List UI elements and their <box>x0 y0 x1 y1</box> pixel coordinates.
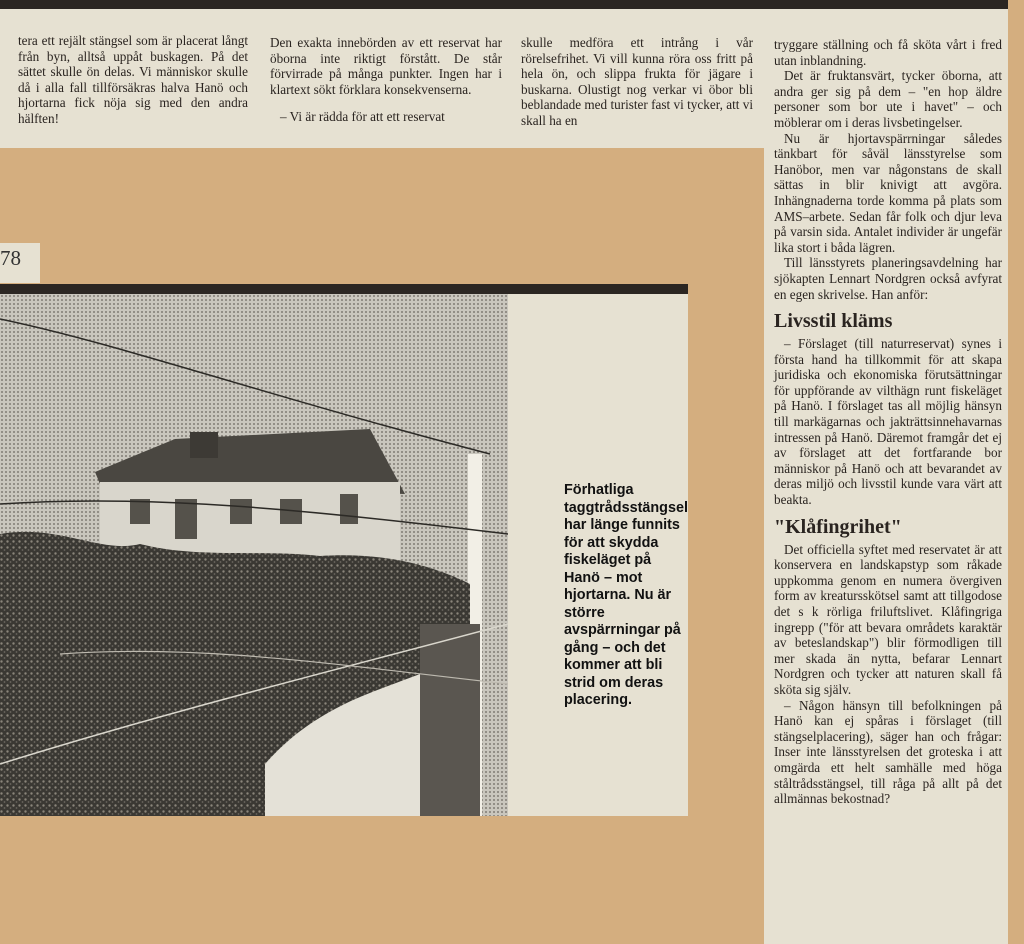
subheading-klafingrihet: "Klåfingrihet" <box>774 515 902 538</box>
page-number: 78 <box>0 246 21 270</box>
subheading-livsstil: Livsstil kläms <box>774 310 893 333</box>
column-3-text: skulle medföra ett intrång i vår rörelsefrihet. Vi vill kunna röra oss fritt på hela ön, och slippa frukta för jägare i buskarna. Olustigt nog verkar vi öbor bli beblandade med turister fast vi tycker, att vi skall ha en <box>521 35 753 128</box>
right-paragraph-6: Det officiella syftet med reservatet är att konservera en landskapstyp som råkade uppkomma genom en numera övergiven form av kreatursskötsel samt att tillgodose det s k rörliga friluftslivet. Klåfingriga ingrepp ("för att bevara områdets karaktär av beteslandskap") blir förmodligen till mer skada än nytta, befarar Lennart Nordgren och tycker att naturen skall få sköta sig själv. <box>774 541 1002 697</box>
article-column-1 <box>18 33 248 127</box>
right-paragraph-5: – Förslaget (till naturreservat) synes i första hand ha tillkommit för att skapa juridiska och ekonomiska förutsättningar för uppförande av vilthägn runt fiskeläget på Hanö. I förslaget tas all möjlig hänsyn till markägarnas och jakträttsinnehavarnas intressen på Hanö. Däremot framgår det ej av förslaget att det fortfarande bor människor på Hanö och att bevarandet av deras miljö och livsstil kunde vara värt att beakta. <box>774 336 1002 508</box>
right-paragraph-3: Nu är hjortavspärrningar således tänkbart för såväl länsstyrelse som Hanöbor, men var någonstans de skall sättas in blir knivigt att avgöra. Inhängnaderna torde komma på plats som AMS–arbete. Sedan får folk och djur leva på varsin sida. Antalet individer är ungefär lika stort i båda lägren. <box>774 130 1002 255</box>
photo-clipping <box>0 284 688 816</box>
page-number-clipping <box>0 243 40 283</box>
column-2-paragraph-1: Den exakta innebörden av ett reservat har öborna inte riktigt förstått. De står förvirrade på många punkter. Ingen har i klartext sökt förklara konsekvenserna. <box>270 35 502 97</box>
column-2-paragraph-2: – Vi är rädda för att ett reservat <box>280 109 445 125</box>
article-column-2 <box>270 35 502 125</box>
house-barbed-wire-photo <box>0 294 508 816</box>
right-paragraph-7: – Någon hänsyn till befolkningen på Hanö kan ej spåras i förslaget (till stängselplacering), säger han och frågar: Inser inte länsstyrelsen det groteska i att omgärda ett helt samhälle med höga ståltrådsstängsel, till råga på allt på det allmännas bekostnad? <box>774 697 1002 807</box>
article-column-4 <box>774 37 1002 807</box>
right-paragraph-4: Till länsstyrets planeringsavdelning har sjökapten Lennart Nordgren också avfyrat en egen skrivelse. Han anför: <box>774 255 1002 302</box>
photo-caption: Förhatliga taggtrådsstängsel har länge funnits för att skydda fiskeläget på Hanö – mot hjortarna. Nu är större avspärrningar på gång – och det kommer att bli strid om deras placering. <box>564 482 688 708</box>
right-paragraph-2: Det är fruktansvärt, tycker öborna, att andra ger sig på dem – "en hop äldre personer som bor ute i havet" – och möblerar om i deras livsbetingelser. <box>774 68 1002 130</box>
top-article-clipping <box>0 0 764 148</box>
right-paragraph-1: tryggare ställning och få sköta vårt i fred utan inblandning. <box>774 37 1002 68</box>
article-column-3 <box>521 35 753 129</box>
column-1-text: tera ett rejält stängsel som är placerat långt från byn, alltså uppåt buskagen. På det sättet skulle ön delas. Vi människor skulle då i alla fall tillförsäkras halva Hanö och hjortarna fick nöja sig med den andra hälften! <box>18 33 248 126</box>
right-article-clipping <box>764 0 1008 944</box>
